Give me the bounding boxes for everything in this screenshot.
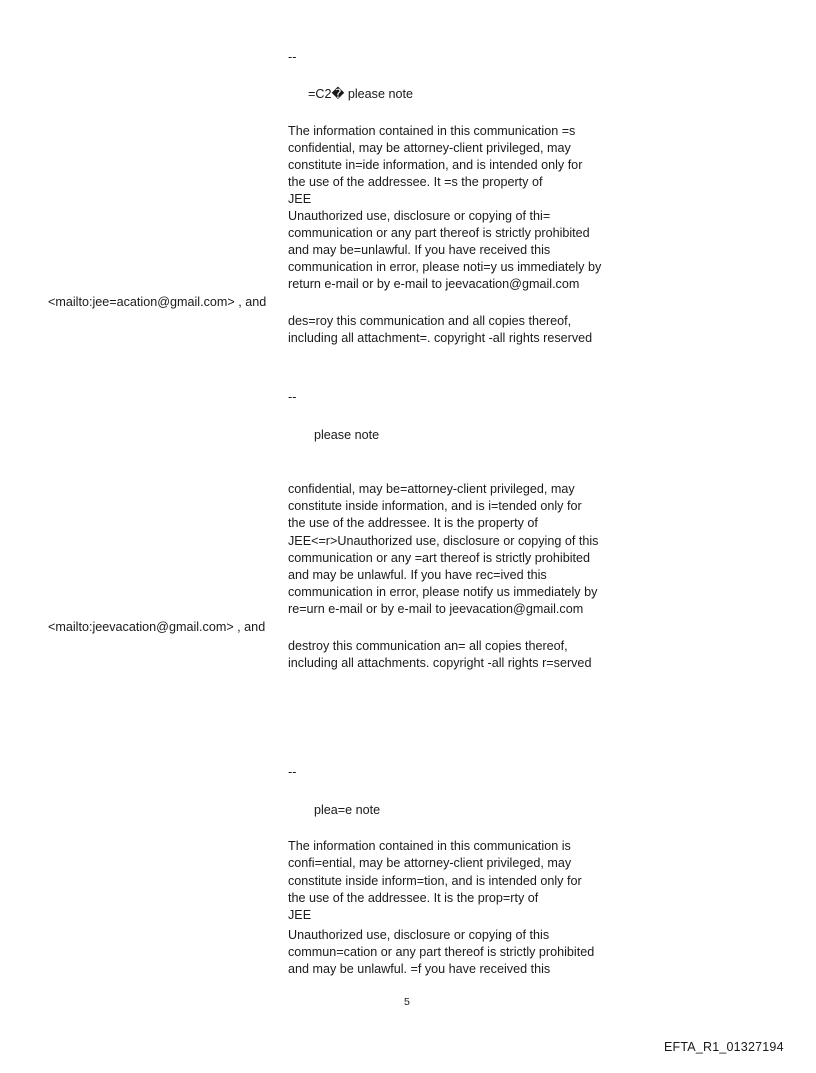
mailto-link[interactable]: <mailto:jee=acation@gmail.com> , and	[48, 295, 267, 309]
page-number: 5	[404, 996, 410, 1008]
body-line: communication in error, please noti=y us immediately by	[288, 260, 602, 274]
body-line: constitute inside inform=tion, and is intended only for	[288, 874, 582, 888]
body-line: including all attachments. copyright -all rights r=served	[288, 656, 592, 670]
body-line: constitute inside information, and is i=tended only for	[288, 499, 582, 513]
mailto-link[interactable]: <mailto:jeevacation@gmail.com> , and	[48, 620, 266, 634]
body-line: re=urn e-mail or by e-mail to jeevacation@gmail.com	[288, 602, 584, 616]
body-line: confidential, may be=attorney-client privileged, may	[288, 482, 575, 496]
body-line: the use of the addressee. It is the prop=rty of	[288, 891, 539, 905]
body-line: commun=cation or any part thereof is strictly prohibited	[288, 945, 595, 959]
body-line: Unauthorized use, disclosure or copying of thi=	[288, 209, 551, 223]
body-line: JEE	[288, 192, 312, 206]
body-line: communication or any =art thereof is strictly prohibited	[288, 551, 591, 565]
body-line: confidential, may be attorney-client privileged, may	[288, 141, 571, 155]
notice-heading: =C2� please note	[308, 87, 413, 101]
body-line: and may be unlawful. If you have rec=ived this	[288, 568, 547, 582]
body-line: The information contained in this communication =s	[288, 124, 576, 138]
body-line: communication or any part thereof is strictly prohibited	[288, 226, 590, 240]
body-line: Unauthorized use, disclosure or copying of this	[288, 928, 550, 942]
body-line: communication in error, please notify us immediately by	[288, 585, 598, 599]
separator-dash: --	[288, 765, 297, 779]
body-line: JEE<=r>Unauthorized use, disclosure or copying of this	[288, 534, 599, 548]
body-line: destroy this communication an= all copies thereof,	[288, 639, 568, 653]
body-line: des=roy this communication and all copies thereof,	[288, 314, 572, 328]
document-id: EFTA_R1_01327194	[664, 1040, 784, 1054]
separator-dash: --	[288, 50, 297, 64]
body-line: and may be=unlawful. If you have received this	[288, 243, 551, 257]
body-line: confi=ential, may be attorney-client privileged, may	[288, 856, 572, 870]
separator-dash: --	[288, 390, 297, 404]
body-line: The information contained in this communication is	[288, 839, 571, 853]
notice-heading: please note	[314, 428, 380, 442]
body-line: return e-mail or by e-mail to jeevacation@gmail.com	[288, 277, 580, 291]
body-line: and may be unlawful. =f you have received this	[288, 962, 551, 976]
notice-heading: plea=e note	[314, 803, 381, 817]
body-line: JEE	[288, 908, 312, 922]
body-line: including all attachment=. copyright -all rights reserved	[288, 331, 593, 345]
body-line: the use of the addressee. It is the property of	[288, 516, 538, 530]
body-line: constitute in=ide information, and is intended only for	[288, 158, 583, 172]
body-line: the use of the addressee. It =s the property of	[288, 175, 543, 189]
